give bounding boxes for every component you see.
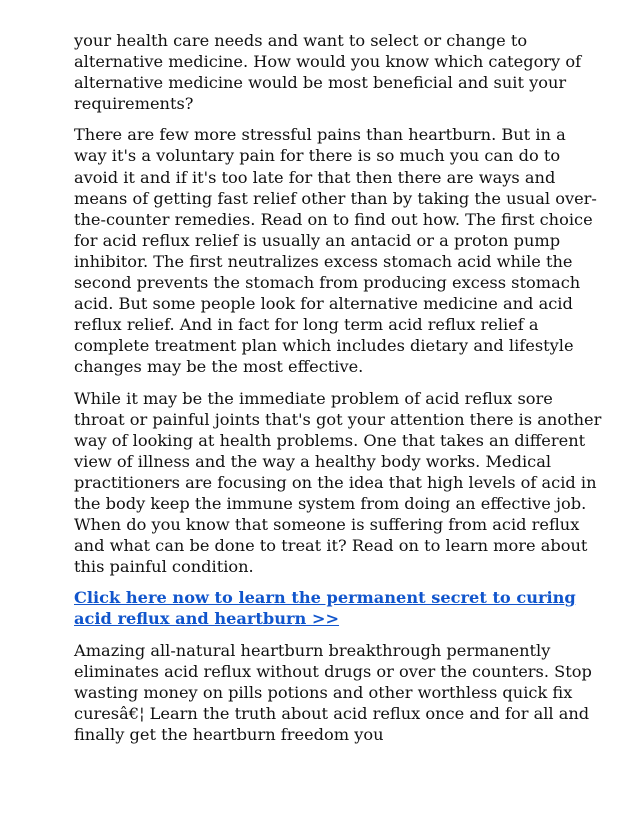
cta-paragraph (74, 587, 602, 629)
paragraph-final: Amazing all-natural heartburn breakthrough permanently eliminates acid reflux without drugs or over the counters. Stop wasting money on pills potions and other worthless quick fix curesâ€¦ Learn the truth about acid reflux once and for all and finally get the heartburn freedom you (74, 640, 592, 744)
document-page (74, 30, 602, 755)
paragraph-intro: your health care needs and want to select or change to alternative medicine. How would you know which category of alternative medicine would be most beneficial and suit your requirements? (74, 31, 582, 114)
paragraph-heartburn: There are few more stressful pains than heartburn. But in a way it's a voluntary pain for there is so much you can do to avoid it and if it's too late for that then there are ways and means of getting fast relief other than by taking the usual over-the-counter remedies. Read on to find out how. The first choice for acid reflux relief is usually an antacid or a proton pump inhibitor. The first neutralizes excess stomach acid while the second prevents the stomach from producing excess stomach acid. But some people look for alternative medicine and acid reflux relief. And in fact for long term acid reflux relief a complete treatment plan which includes dietary and lifestyle changes may be the most effective. (74, 125, 597, 377)
paragraph-immune: While it may be the immediate problem of acid reflux sore throat or painful joints that's got your attention there is another way of looking at health problems. One that takes an different view of illness and the way a healthy body works. Medical practitioners are focusing on the idea that high levels of acid in the body keep the immune system from doing an effective job. When do you know that someone is suffering from acid reflux and what can be done to treat it? Read on to learn more about this painful condition. (74, 388, 602, 577)
cta-link[interactable]: Click here now to learn the permanent secret to curing acid reflux and heartburn >> (74, 588, 576, 629)
